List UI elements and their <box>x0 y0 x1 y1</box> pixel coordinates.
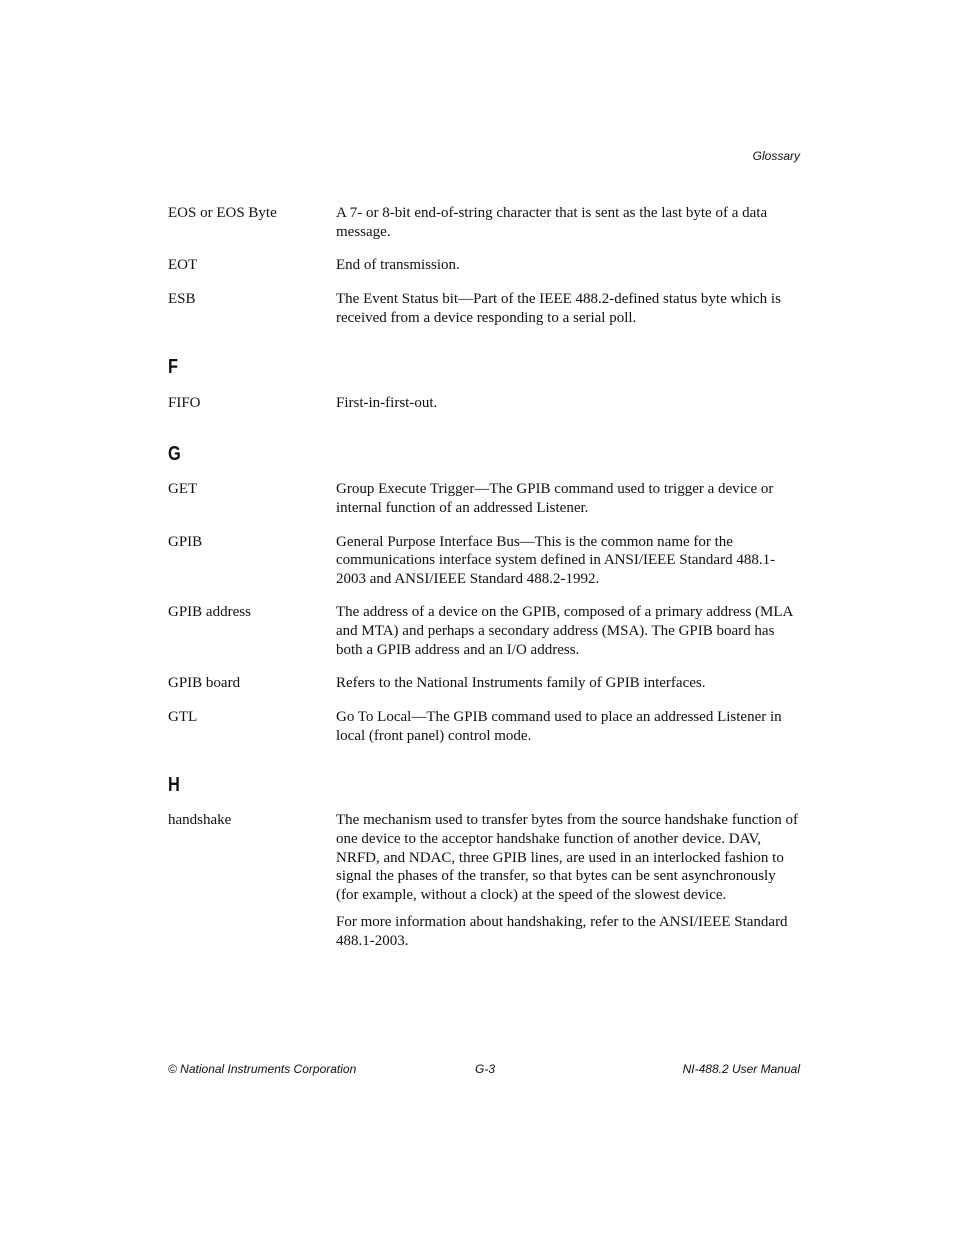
entry-definition <box>336 811 800 950</box>
glossary-entry-fifo <box>168 394 800 413</box>
entry-definition <box>336 480 800 517</box>
definition-paragraph: The Event Status bit—Part of the IEEE 488.2-defined status byte which is received from a device responding to a serial poll. <box>336 291 781 326</box>
running-header: Glossary <box>752 149 800 163</box>
definition-paragraph: Group Execute Trigger—The GPIB command used to trigger a device or internal function of an addressed Listener. <box>336 481 774 516</box>
definition-paragraph: Refers to the National Instruments family of GPIB interfaces. <box>336 675 706 692</box>
entry-definition <box>336 674 800 693</box>
glossary-entry-gpib <box>168 533 800 589</box>
entry-term: GPIB address <box>168 604 251 621</box>
definition-paragraph: End of transmission. <box>336 257 460 274</box>
entry-term: FIFO <box>168 395 201 412</box>
glossary-entry-get <box>168 480 800 517</box>
entry-term: EOS or EOS Byte <box>168 205 277 221</box>
entry-definition <box>336 533 800 589</box>
glossary-entry-gpib-board <box>168 674 800 693</box>
glossary-entry-eos <box>168 204 800 241</box>
section-letter-f: F <box>168 356 179 379</box>
definition-paragraph: General Purpose Interface Bus—This is the common name for the communications interface system defined in ANSI/IEEE Standard 488.1-2003 and ANSI/IEEE Standard 488.2-1992. <box>336 533 776 587</box>
definition-paragraph: The address of a device on the GPIB, composed of a primary address (MLA and MTA) and perhaps a secondary address (MSA). The GPIB board has both a GPIB address and an I/O address. <box>336 604 793 658</box>
section-letter-g: G <box>168 443 181 466</box>
definition-paragraph: For more information about handshaking, refer to the ANSI/IEEE Standard 488.1-2003. <box>336 914 788 949</box>
glossary-content <box>168 204 800 950</box>
glossary-entry-gpib-address <box>168 603 800 659</box>
entry-definition <box>336 394 800 413</box>
page-number: G-3 <box>475 1062 496 1076</box>
section-letter-h: H <box>168 774 180 797</box>
glossary-entry-handshake <box>168 811 800 950</box>
glossary-entry-eot <box>168 256 800 275</box>
entry-term: GPIB <box>168 533 203 550</box>
definition-paragraph: Go To Local—The GPIB command used to place an addressed Listener in local (front panel) control mode. <box>336 709 782 744</box>
definition-paragraph: First-in-first-out. <box>336 395 438 412</box>
entry-term: GET <box>168 481 198 498</box>
entry-definition <box>336 256 800 275</box>
entry-term: EOT <box>168 257 198 274</box>
entry-term: handshake <box>168 812 232 829</box>
entry-definition <box>336 290 800 327</box>
entry-term: GPIB board <box>168 675 241 692</box>
entry-definition <box>336 708 800 745</box>
entry-definition <box>336 204 800 241</box>
footer-copyright: © National Instruments Corporation <box>168 1062 357 1076</box>
page-footer <box>168 1062 800 1078</box>
entry-definition <box>336 603 800 659</box>
definition-paragraph: The mechanism used to transfer bytes from the source handshake function of one device to the acceptor handshake function of another device. DAV, NRFD, and NDAC, three GPIB lines, are used in an interlocked fashion to signal the phases of the transfer, so that bytes can be sent asynchronously (for example, without a clock) at the speed of the slowest device. <box>336 812 798 903</box>
definition-paragraph: A 7- or 8-bit end-of-string character that is sent as the last byte of a data message. <box>336 205 768 240</box>
glossary-entry-esb <box>168 290 800 327</box>
entry-term: ESB <box>168 291 196 308</box>
glossary-entry-gtl <box>168 708 800 745</box>
footer-manual-title: NI-488.2 User Manual <box>682 1062 800 1076</box>
entry-term: GTL <box>168 709 198 726</box>
